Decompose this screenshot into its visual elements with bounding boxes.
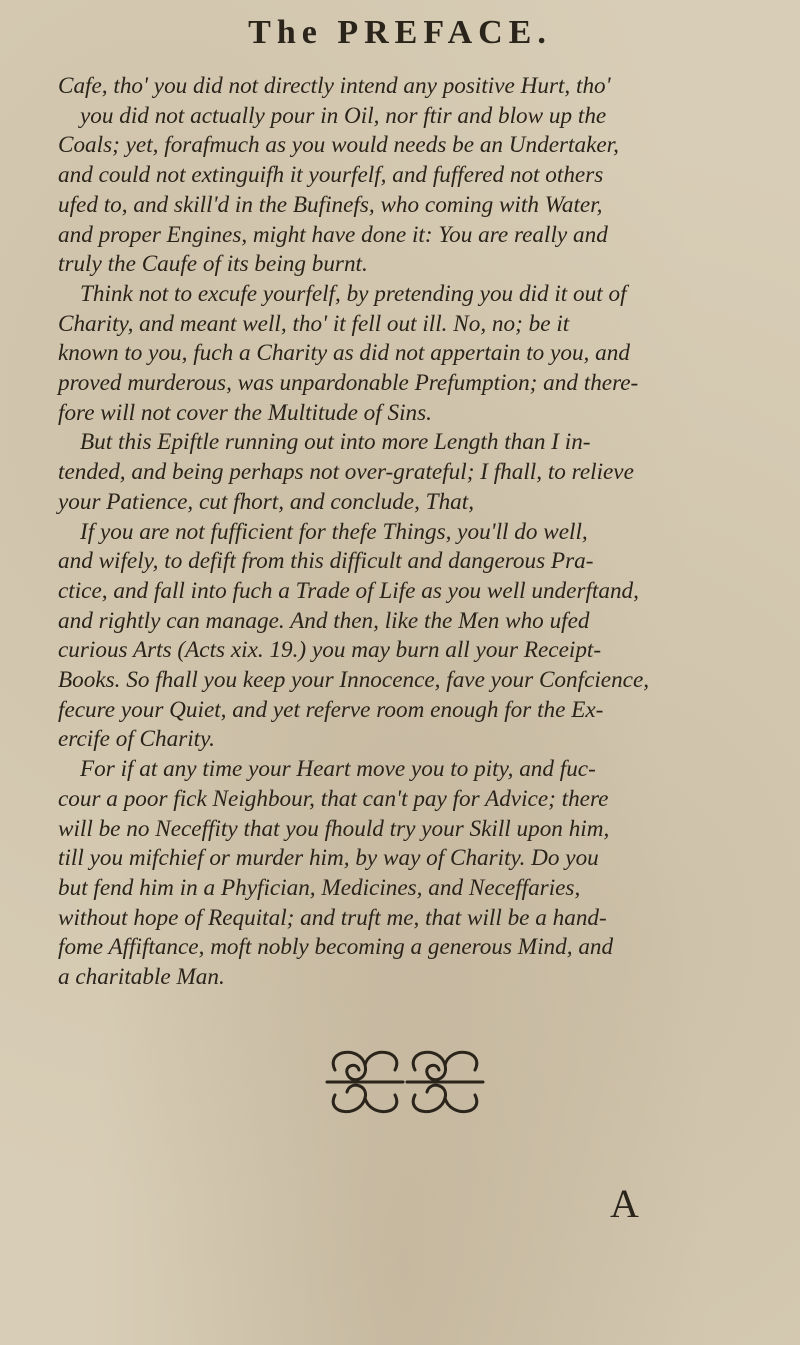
preface-body — [58, 72, 773, 993]
text-line: Books. So fhall you keep your Innocence, fave your Confcience, — [58, 667, 650, 694]
text-line: ctice, and fall into fuch a Trade of Life as you well underftand, — [58, 577, 639, 604]
text-line: If you are not fufficient for thefe Things, you'll do well, — [80, 518, 588, 545]
text-line: Think not to excufe yourfelf, by pretending you did it out of — [80, 280, 627, 307]
running-head: The PREFACE. — [248, 14, 552, 51]
text-line: But this Epiftle running out into more Length than I in- — [80, 429, 591, 456]
text-line: you did not actually pour in Oil, nor ftir and blow up the — [80, 102, 607, 129]
text-line: truly the Caufe of its being burnt. — [58, 251, 368, 278]
text-line: curious Arts (Acts xix. 19.) you may burn all your Receipt- — [58, 637, 602, 664]
text-line: tended, and being perhaps not over-grateful; I fhall, to relieve — [58, 459, 634, 486]
text-line: will be no Neceffity that you fhould try your Skill upon him, — [58, 815, 610, 842]
text-line: and could not extinguifh it yourfelf, and fuffered not others — [58, 162, 604, 189]
text-line: and rightly can manage. And then, like the Men who ufed — [58, 607, 590, 634]
text-line: For if at any time your Heart move you to pity, and fuc- — [80, 756, 596, 783]
text-line: fome Affiftance, moft nobly becoming a generous Mind, and — [58, 934, 614, 961]
text-line: proved murderous, was unpardonable Prefumption; and there- — [58, 370, 639, 397]
text-line: Charity, and meant well, tho' it fell out ill. No, no; be it — [58, 310, 570, 337]
text-line: and wifely, to defift from this difficult and dangerous Pra- — [58, 548, 594, 575]
text-line: without hope of Requital; and truft me, that will be a hand- — [58, 904, 607, 931]
text-line: cour a poor fick Neighbour, that can't pay for Advice; there — [58, 785, 609, 812]
text-line: known to you, fuch a Charity as did not appertain to you, and — [58, 340, 630, 367]
fleuron-ornament-icon — [305, 1040, 505, 1120]
text-line: ercife of Charity. — [58, 726, 215, 753]
text-line: fecure your Quiet, and yet referve room enough for the Ex- — [58, 696, 604, 723]
text-line: but fend him in a Phyfician, Medicines, and Neceffaries, — [58, 874, 581, 901]
text-line: Coals; yet, forafmuch as you would needs be an Undertaker, — [58, 132, 619, 159]
text-line: fore will not cover the Multitude of Sins. — [58, 399, 432, 426]
text-line: Cafe, tho' you did not directly intend any positive Hurt, tho' — [58, 73, 611, 99]
catchword: A — [610, 1181, 639, 1226]
text-line: ufed to, and skill'd in the Bufinefs, who coming with Water, — [58, 191, 603, 218]
text-line: till you mifchief or murder him, by way of Charity. Do you — [58, 845, 599, 872]
text-line: and proper Engines, might have done it: You are really and — [58, 221, 608, 248]
text-line: a charitable Man. — [58, 964, 225, 991]
text-line: your Patience, cut fhort, and conclude, That, — [58, 488, 475, 515]
